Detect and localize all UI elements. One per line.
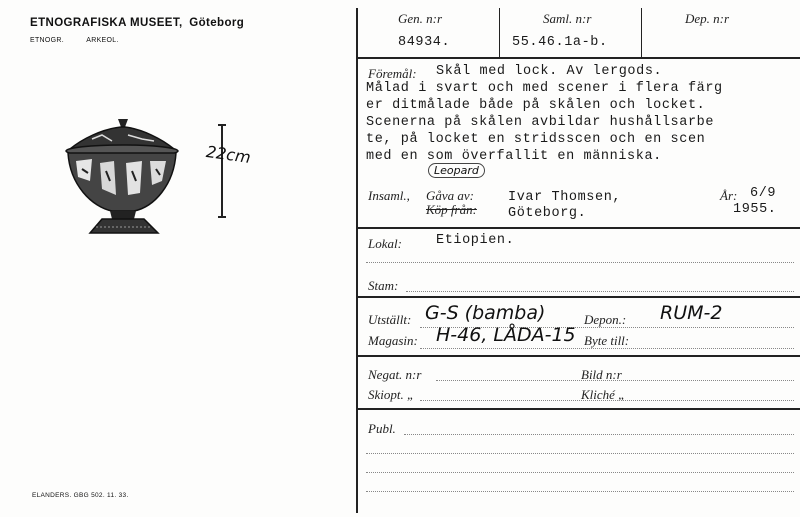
header-bottom-line [356,57,800,59]
saml-nr-label: Saml. n:r [543,11,592,26]
museum-city: Göteborg [189,17,245,29]
depon-value: RUM-2 [660,302,723,324]
utstallt-value: G-S (bamba) [425,302,546,324]
publ-dotted-line-1 [404,434,794,435]
donation-year: 1955. [733,202,777,217]
foremal-label: Föremål: [368,66,417,81]
negat-label: Negat. n:r [368,367,422,382]
gava-label: Gåva av: [426,188,475,203]
lokal-label: Lokal: [368,236,402,251]
skiopt-dotted-line [420,400,794,401]
byte-label: Byte till: [584,333,630,348]
size-note: 22cm [204,141,252,168]
publ-dotted-line-4 [366,491,794,492]
description-line-2: Målad i svart och med scener i flera färg [366,81,723,96]
leopard-annotation [428,163,485,178]
printer-imprint: ELANDERS. GBG 502. 11. 33. [32,492,129,499]
kliche-label: Kliché „ [581,387,626,402]
utstallt-label: Utställt: [368,312,412,327]
media-bottom-line [356,408,800,410]
size-marker-line [221,124,223,218]
header-divider-2 [641,8,642,58]
header-divider-1 [499,8,500,58]
publ-label: Publ. [368,421,396,436]
description-line-5: te, på locket en stridsscen och en scen [366,132,706,147]
depon-label: Depon.: [584,312,627,327]
storage-bottom-line [356,355,800,357]
kop-label: Köp från: [426,202,477,217]
publ-dotted-line-3 [366,472,794,473]
magasin-dotted-line [420,348,794,349]
magasin-label: Magasin: [368,333,418,348]
lokal-value: Etiopien. [436,233,515,248]
museum-name: ETNOGRAFISKA MUSEET, [30,17,183,29]
stam-dotted-line [406,291,794,292]
description-line-3: er ditmålade både på skålen och locket. [366,98,706,113]
description-line-1: Skål med lock. Av lergods. [436,64,663,79]
dep-nr-label: Dep. n:r [685,11,730,26]
insaml-label: Insaml., [368,188,410,203]
leopard-annotation-text: Leopard [434,164,479,177]
saml-nr-value: 55.46.1a-b. [512,35,608,50]
donation-date: 6/9 [750,186,777,201]
dept-etnogr: ETNOGR. [30,37,64,44]
bild-label: Bild n:r [581,367,622,382]
museum-title [30,17,244,29]
negat-dotted-line [436,380,794,381]
ar-label: År: [720,188,738,203]
publ-dotted-line-2 [366,453,794,454]
size-marker-bottom [218,216,226,218]
donor-name: Ivar Thomsen, [508,190,622,205]
magasin-value: H-46, LÅDA-15 [436,324,576,346]
gen-nr-value: 84934. [398,35,451,50]
dept-arkeol: ARKEOL. [86,37,119,44]
stam-label: Stam: [368,278,399,293]
description-line-4: Scenerna på skålen avbildar hushållsarbe [366,115,715,130]
skiopt-label: Skiopt. „ [368,387,415,402]
department-labels [30,37,119,44]
gen-nr-label: Gen. n:r [398,11,443,26]
donor-city: Göteborg. [508,206,587,221]
description-bottom-line [356,227,800,229]
description-line-6: med en som överfallit en människa. [366,149,662,164]
left-frame-line [356,8,358,513]
lokal-dotted-line [366,262,794,263]
stam-bottom-line [356,296,800,298]
bowl-drawing [62,115,187,240]
